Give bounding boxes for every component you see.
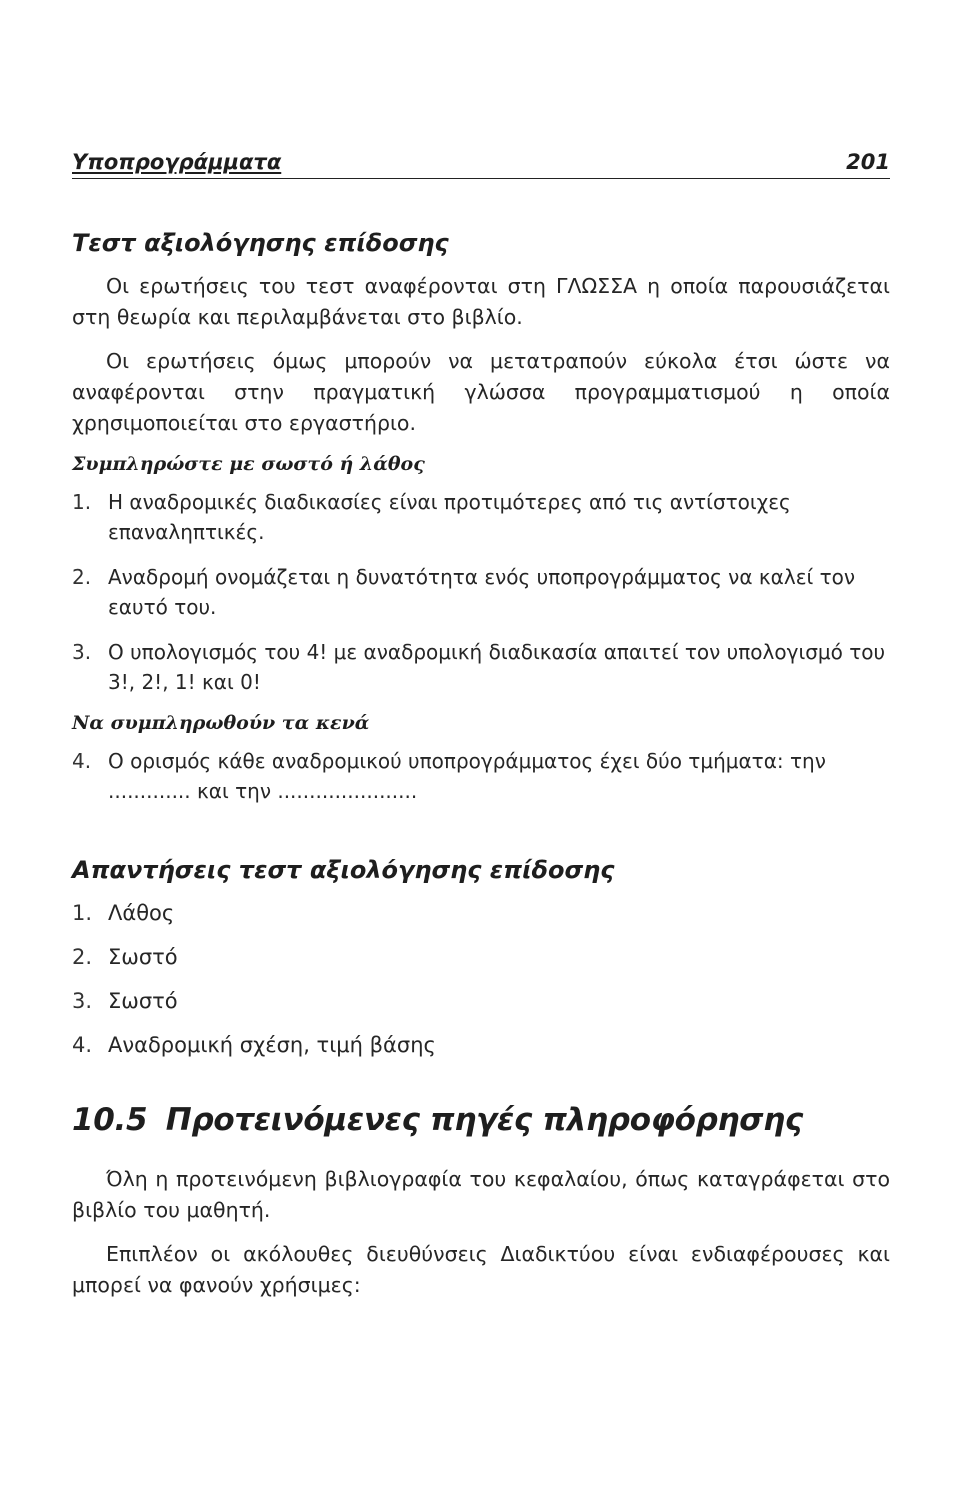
question-item xyxy=(72,637,890,697)
running-header xyxy=(72,150,890,179)
section-title-answers: Απαντήσεις τεστ αξιολόγησης επίδοσης xyxy=(72,856,615,884)
answer-item xyxy=(72,942,890,972)
question-item xyxy=(72,746,890,806)
section-title-assessment: Τεστ αξιολόγησης επίδοσης xyxy=(72,229,449,257)
section-number: 10.5 xyxy=(72,1102,148,1138)
answer-number: 3. xyxy=(72,989,93,1013)
chapter-title-header: Υποπρογράμματα xyxy=(72,150,282,174)
answer-text: Λάθος xyxy=(108,901,175,925)
question-number: 3. xyxy=(72,640,92,664)
question-text: Αναδρομή ονομάζεται η δυνατότητα ενός υποπρογράμματος να καλεί τον εαυτό του. xyxy=(108,565,856,619)
section-heading-sources xyxy=(72,1102,890,1138)
answer-item xyxy=(72,1030,890,1060)
answer-text: Σωστό xyxy=(108,989,178,1013)
answer-number: 4. xyxy=(72,1033,93,1057)
section-heading-text: Προτεινόμενες πηγές πληροφόρησης xyxy=(165,1102,803,1138)
sources-paragraph: Όλη η προτεινόμενη βιβλιογραφία του κεφαλαίου, όπως καταγράφεται στο βιβλίο του μαθητή. xyxy=(72,1167,890,1222)
answers-list xyxy=(72,898,890,1060)
question-number: 1. xyxy=(72,490,92,514)
subheading-fill-blanks: Να συμπληρωθούν τα κενά xyxy=(72,712,370,734)
question-item xyxy=(72,562,890,622)
answer-item xyxy=(72,898,890,928)
intro-paragraph: Οι ερωτήσεις του τεστ αναφέρονται στη ΓΛΩΣΣΑ η οποία παρουσιάζεται στη θεωρία και περιλαμβάνεται στο βιβλίο. xyxy=(72,274,890,329)
subheading-true-false: Συμπληρώστε με σωστό ή λάθος xyxy=(72,453,425,475)
answer-text: Σωστό xyxy=(108,945,178,969)
page-number: 201 xyxy=(846,150,890,174)
question-text: Η αναδρομικές διαδικασίες είναι προτιμότερες από τις αντίστοιχες επαναληπτικές. xyxy=(108,490,791,544)
answer-number: 2. xyxy=(72,945,93,969)
book-page xyxy=(72,150,890,1314)
question-number: 4. xyxy=(72,749,92,773)
answer-number: 1. xyxy=(72,901,93,925)
answer-item xyxy=(72,986,890,1016)
question-text: Ο ορισμός κάθε αναδρομικού υποπρογράμματος έχει δύο τμήματα: την ............. και την ...................... xyxy=(108,749,826,803)
sources-paragraph: Επιπλέον οι ακόλουθες διευθύνσεις Διαδικτύου είναι ενδιαφέρουσες και μπορεί να φανούν χρήσιμες: xyxy=(72,1242,890,1297)
question-text: Ο υπολογισμός του 4! με αναδρομική διαδικασία απαιτεί τον υπολογισμό του 3!, 2!, 1! και 0! xyxy=(108,640,886,694)
question-number: 2. xyxy=(72,565,92,589)
intro-paragraph: Οι ερωτήσεις όμως μπορούν να μετατραπούν εύκολα έτσι ώστε να αναφέρονται στην πραγματική γλώσσα προγραμματισμού η οποία χρησιμοποιείται στο εργαστήριο. xyxy=(72,349,890,435)
answer-text: Αναδρομική σχέση, τιμή βάσης xyxy=(108,1033,436,1057)
question-item xyxy=(72,487,890,547)
